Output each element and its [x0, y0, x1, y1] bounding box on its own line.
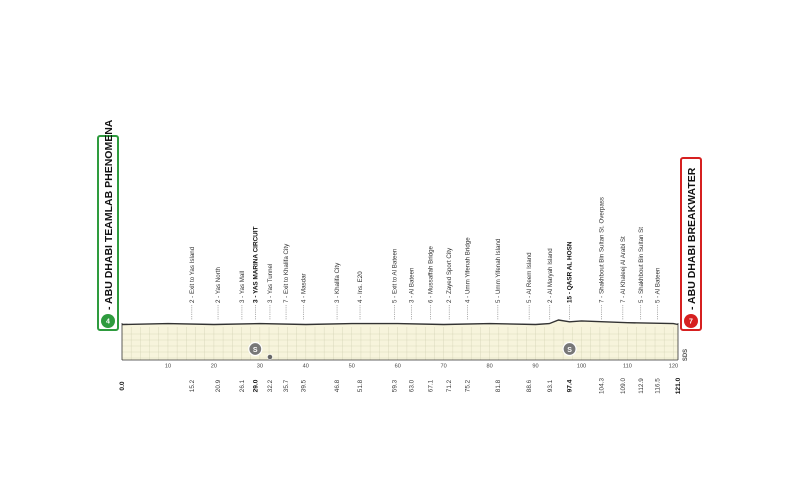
waypoint-label: 5 - Exit to Al Bateen — [391, 248, 399, 303]
km-tick-label: 100 — [576, 363, 587, 370]
waypoint-label: 6 - Mussaffah Bridge — [427, 246, 435, 303]
km-tick-label: 70 — [440, 363, 447, 370]
waypoint-label: 7 - Shakhbout Bin Sultan St. Overpass — [598, 197, 606, 303]
finish-distance: 121.0 — [675, 377, 682, 395]
sprint-label: S — [567, 347, 572, 354]
waypoint-distance: 15.2 — [188, 379, 196, 393]
waypoint-distance: 26.1 — [238, 379, 246, 393]
waypoint-distance: 29.0 — [252, 379, 260, 393]
waypoint-label: 4 - Ins. E20 — [357, 271, 364, 303]
waypoint-label: 3 - Yas Mall — [238, 270, 246, 303]
waypoint-label: 2 - Al Maryah Island — [546, 248, 554, 303]
tunnel-marker — [267, 354, 272, 359]
waypoint-label: 7 - Exit to Khalifa City — [283, 243, 290, 303]
waypoint-distance: 46.8 — [334, 379, 341, 393]
waypoint-label: 5 - Shakhbout Bin Sultan St — [637, 226, 645, 303]
waypoint-distance: 71.2 — [446, 379, 454, 393]
km-tick-label: 60 — [394, 363, 401, 370]
waypoint-label: 3 - Al Bateen — [408, 267, 416, 303]
sponsor-logo: SDS — [683, 348, 689, 362]
waypoint-distance: 97.4 — [566, 379, 574, 393]
waypoint-distance: 81.8 — [494, 379, 502, 393]
waypoint-distance: 20.9 — [215, 379, 222, 393]
waypoint-distance: 59.3 — [391, 379, 399, 393]
waypoint-label: 4 - Umm Yifenah Bridge — [464, 237, 472, 303]
waypoint-label: 2 - Exit to Yas Island — [188, 246, 196, 303]
waypoint-label: 5 - Al Bateen — [654, 267, 662, 303]
waypoint-label: 2 - Zayed Sport City — [446, 247, 454, 303]
waypoint-distance: 32.2 — [267, 379, 274, 393]
waypoint-distance: 104.3 — [598, 378, 606, 394]
waypoint-label: 3 - YAS MARINA CIRCUIT — [252, 226, 260, 303]
waypoint-distance: 93.1 — [546, 379, 554, 393]
waypoint-label: 5 - Umm Yifenah Island — [494, 238, 502, 303]
waypoint-label: 7 - Al Khaleej Al Arabi St — [619, 236, 627, 303]
waypoint-distance: 39.5 — [300, 379, 308, 393]
km-tick-label: 20 — [210, 363, 218, 370]
waypoint-distance: 116.5 — [654, 378, 662, 394]
waypoint-distance: 67.1 — [427, 379, 435, 393]
waypoint-distance: 63.0 — [408, 379, 416, 393]
km-tick-label: 40 — [302, 363, 309, 370]
waypoint-label: 4 - Masdar — [300, 273, 308, 303]
waypoint-label: 3 - Khalifa City — [334, 262, 341, 303]
start-city-name: - ABU DHABI TEAMLAB PHENOMENA — [103, 119, 115, 310]
km-tick-labels — [165, 364, 678, 370]
sprint-label: S — [252, 347, 258, 354]
finish-tag — [675, 158, 701, 394]
waypoint-distance: 109.0 — [619, 378, 627, 394]
km-tick-label: 30 — [256, 363, 263, 370]
waypoint-label: 3 - Yas Tunnel — [267, 263, 274, 303]
waypoint-label: 2 - Yas North — [215, 267, 222, 303]
km-tick-label: 120 — [668, 363, 679, 370]
start-distance: 0.0 — [119, 381, 126, 391]
waypoint-labels — [189, 197, 662, 320]
waypoint-distance: 112.9 — [637, 378, 645, 394]
waypoint-distance: 88.6 — [526, 379, 534, 393]
waypoint-distance: 35.7 — [283, 379, 290, 393]
waypoint-distance: 75.2 — [464, 379, 472, 393]
finish-city-name: - ABU DHABI BREAKWATER — [686, 167, 698, 310]
km-tick-label: 10 — [164, 363, 172, 370]
waypoint-distance: 51.8 — [357, 379, 364, 393]
km-tick-label: 110 — [622, 363, 632, 370]
waypoint-label: 15 - QASR AL HOSN — [566, 241, 574, 303]
km-tick-label: 80 — [486, 363, 493, 370]
km-tick-label: 90 — [532, 363, 539, 370]
waypoint-label: 5 - Al Reem Island — [526, 252, 534, 303]
waypoint-distance-labels — [189, 378, 662, 394]
start-number: 4 — [106, 318, 110, 326]
km-tick-label: 50 — [348, 363, 355, 370]
finish-number: 7 — [689, 318, 693, 326]
